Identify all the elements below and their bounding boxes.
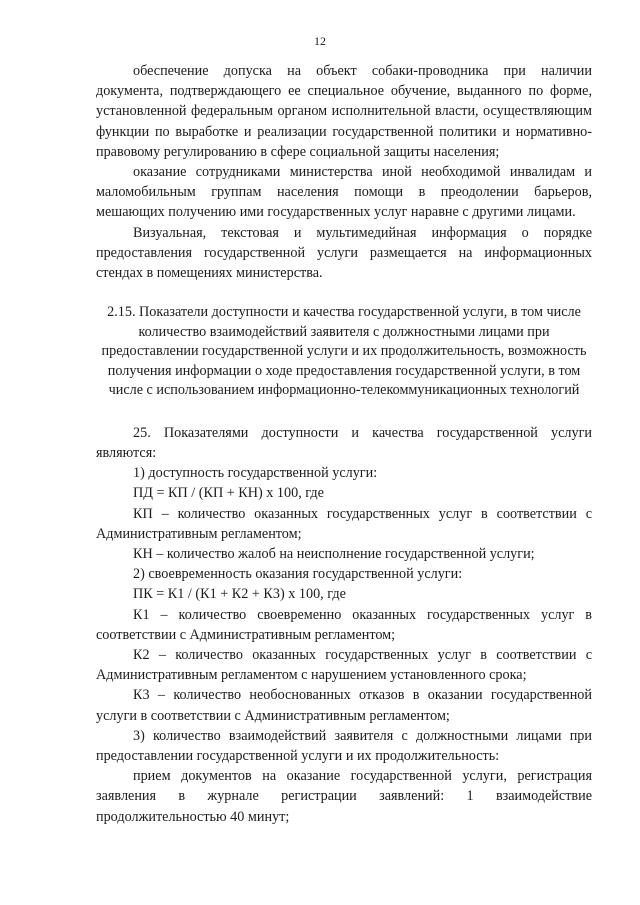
formula-pd: ПД = КП / (КП + КН) х 100, где: [133, 485, 324, 502]
paragraph-accessibility: 1) доступность государственной услуги:: [133, 465, 378, 482]
definition-k2: К2 – количество оказанных государственных услуг в соответствии с Административным регламентом с нарушением установленного срока;: [96, 646, 592, 684]
section-heading: 2.15. Показатели доступности и качества государственной услуги, в том числе количество взаимодействий заявителя с должностными лицами при предоставлении государственной услуги и их продолжительность, возможность получения информации о ходе предоставления государственной услуги, в том числе с использованием информационно-телекоммуникационных технологий: [101, 304, 587, 399]
document-body: [96, 61, 592, 827]
paragraph-indicators-intro: 25. Показателями доступности и качества государственной услуги являются:: [96, 424, 592, 461]
paragraph-timeliness: 2) своевременность оказания государственной услуги:: [133, 566, 463, 583]
paragraph-guide-dog: обеспечение допуска на объект собаки-проводника при наличии документа, подтверждающего ее специальное обучение, выданного по форме, установленной федеральным органом исполнительной власти, осуществляющим функции по выработке и реализации государственной политики и нормативно-правовому регулированию в сфере социальной защиты населения;: [96, 63, 592, 160]
formula-pk: ПК = К1 / (К1 + К2 + К3) х 100, где: [133, 586, 346, 603]
definition-k1: К1 – количество своевременно оказанных государственных услуг в соответствии с Административным регламентом;: [96, 606, 592, 643]
paragraph-document-reception: прием документов на оказание государственной услуги, регистрация заявления в журнале регистрации заявлений: 1 взаимодействие продолжительностью 40 минут;: [96, 768, 592, 825]
page-number: 12: [314, 34, 326, 48]
paragraph-interactions: 3) количество взаимодействий заявителя с должностными лицами при предоставлении государственной услуги и их продолжительность:: [96, 727, 592, 764]
definition-kp: КП – количество оказанных государственных услуг в соответствии с Административным регламентом;: [96, 505, 592, 542]
paragraph-staff-assistance: оказание сотрудниками министерства иной необходимой инвалидам и маломобильным группам населения помощи в преодолении барьеров, мешающих получению ими государственных услуг наравне с другими лицами.: [96, 164, 592, 221]
paragraph-visual-information: Визуальная, текстовая и мультимедийная информация о порядке предоставления государственной услуги размещается на информационных стендах в помещениях министерства.: [96, 224, 592, 282]
definition-kn: КН – количество жалоб на неисполнение государственной услуги;: [133, 545, 535, 562]
definition-k3: К3 – количество необоснованных отказов в оказании государственной услуги в соответствии с Административным регламентом;: [96, 687, 592, 724]
